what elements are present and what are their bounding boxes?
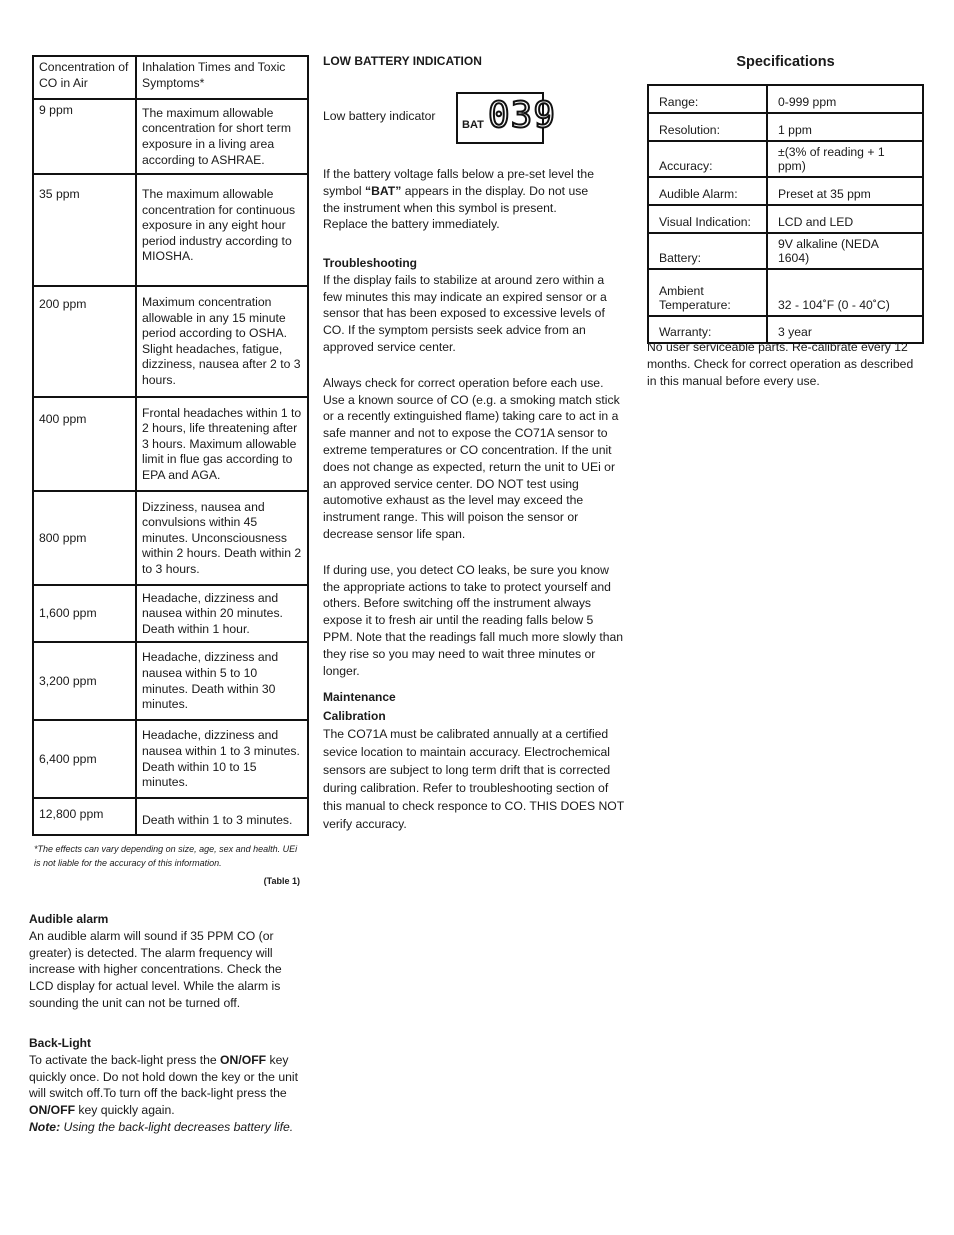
concentration-cell: 12,800 ppm	[33, 798, 136, 835]
calibration-heading: Calibration	[323, 708, 386, 723]
note-text: Using the back-light decreases battery life.	[60, 1119, 294, 1134]
specifications-table	[647, 84, 924, 344]
table-row	[33, 174, 308, 286]
audible-alarm-section	[29, 911, 304, 1012]
low-battery-text: If the battery voltage falls below a pre-set level the symbol	[323, 167, 594, 198]
note-label: Note:	[29, 1119, 61, 1134]
spec-row	[648, 141, 923, 177]
troubleshooting-paragraph: If the display fails to stabilize at around zero within a few minutes this may indicate an expired sensor or a sensor that has been exposed to excessive levels of CO. If the symptom persists seek advice from an approved service center.	[323, 272, 607, 354]
lcd-digits: 039	[488, 95, 557, 136]
spec-row	[648, 233, 923, 269]
spec-label: Audible Alarm:	[648, 177, 767, 205]
table-row	[33, 798, 308, 835]
troubleshooting-section	[323, 255, 626, 679]
spec-row	[648, 205, 923, 233]
table-footnote: *The effects can vary depending on size, age, sex and health. UEi is not liable for the accuracy of this information.	[34, 844, 298, 868]
concentration-cell: 1,600 ppm	[33, 585, 136, 642]
co-toxicity-table	[32, 55, 309, 836]
lcd-bat-symbol: BAT	[462, 119, 484, 131]
lcd-display-image	[456, 92, 557, 144]
table-row	[33, 491, 308, 585]
table-row	[33, 720, 308, 798]
symptoms-cell: Dizziness, nausea and convulsions within 45 minutes. Unconsciousness within 2 hours. Death within 2 to 3 hours.	[136, 491, 308, 585]
spec-row	[648, 177, 923, 205]
table-header-row	[33, 56, 308, 99]
back-light-heading: Back-Light	[29, 1036, 92, 1050]
spec-label: Visual Indication:	[648, 205, 767, 233]
concentration-cell: 800 ppm	[33, 491, 136, 585]
low-battery-indicator-label: Low battery indicator	[323, 109, 436, 123]
low-battery-body	[323, 166, 603, 233]
spec-row	[648, 85, 923, 113]
audible-alarm-heading: Audible alarm	[29, 912, 109, 926]
spec-value: ±(3% of reading + 1 ppm)	[767, 141, 923, 177]
spec-label: Ambient Temperature:	[648, 269, 767, 316]
spec-value: LCD and LED	[767, 205, 923, 233]
symptoms-cell: Headache, dizziness and nausea within 1 to 3 minutes. Death within 10 to 15 minutes.	[136, 720, 308, 798]
back-light-body	[29, 1052, 304, 1119]
table-row	[33, 99, 308, 174]
on-off-key-label: ON/OFF	[220, 1052, 267, 1067]
header-concentration: Concentration of CO in Air	[33, 56, 136, 99]
back-light-text: To activate the back-light press the	[29, 1052, 221, 1067]
concentration-cell: 35 ppm	[33, 174, 136, 286]
spec-label: Resolution:	[648, 113, 767, 141]
spec-value: 9V alkaline (NEDA 1604)	[767, 233, 923, 269]
back-light-note	[29, 1119, 304, 1136]
symptoms-cell: Death within 1 to 3 minutes.	[136, 798, 308, 835]
symptoms-cell: The maximum allowable concentration for continuous exposure in any eight hour period industry according to MIOSHA.	[136, 174, 308, 286]
maintenance-section	[323, 689, 626, 833]
spec-value: Preset at 35 ppm	[767, 177, 923, 205]
back-light-text: key quickly once. Do not hold down the key or the unit will switch off.To turn off the back-light press the	[29, 1052, 298, 1101]
concentration-cell: 9 ppm	[33, 99, 136, 174]
table-row	[33, 585, 308, 642]
spec-value: 3 year	[767, 316, 923, 343]
spec-label: Range:	[648, 85, 767, 113]
spec-label: Warranty:	[648, 316, 767, 343]
spec-label: Battery:	[648, 233, 767, 269]
back-light-text: key quickly again.	[75, 1103, 175, 1118]
table-row	[33, 397, 308, 491]
troubleshooting-heading: Troubleshooting	[323, 256, 417, 270]
concentration-cell: 6,400 ppm	[33, 720, 136, 798]
spec-value: 32 - 104˚F (0 - 40˚C)	[767, 269, 923, 316]
spec-value: 1 ppm	[767, 113, 923, 141]
specifications-note: No user serviceable parts. Re-calibrate every 12 months. Check for correct operation as described in this manual before every use.	[647, 340, 914, 388]
spec-row	[648, 269, 923, 316]
spec-label: Accuracy:	[648, 141, 767, 177]
concentration-cell: 3,200 ppm	[33, 642, 136, 720]
troubleshooting-paragraph: If during use, you detect CO leaks, be sure you know the appropriate actions to take to protect yourself and others. Before switching off the instrument always expose it to fresh air until the reading falls below 5 PPM. Note that the readings fall much more slowly than they rise so you may need to wait three minutes or longer.	[323, 562, 624, 678]
low-battery-text: appears in the display. Do not use the instrument when this symbol is present. Replace the battery immediately.	[323, 183, 589, 232]
symptoms-cell: Headache, dizziness and nausea within 20 minutes. Death within 1 hour.	[136, 585, 308, 642]
concentration-cell: 400 ppm	[33, 397, 136, 491]
spec-row	[648, 113, 923, 141]
specifications-heading: Specifications	[736, 54, 835, 70]
table-caption: (Table 1)	[263, 876, 300, 886]
calibration-body: The CO71A must be calibrated annually at a certified sevice location to maintain accuracy. Electrochemical sensors are subject to long term drift that is corrected during calibration. Refer to troubleshooting section of this manual to check responce to CO. THIS DOES NOT verify accuracy.	[323, 726, 624, 831]
concentration-cell: 200 ppm	[33, 286, 136, 397]
troubleshooting-paragraph: Always check for correct operation before each use. Use a known source of CO (e.g. a smoking match stick or a recently extinguished flame) taking care to act in a safe manner and not to expose the CO71A sensor to extreme temperatures or CO concentration. If the unit does not change as expected, return the unit to UEi or an approved service center. DO NOT test using automotive exhaust as the level may exceed the instrument range. This will poison the sensor or decrease sensor life span.	[323, 375, 620, 541]
audible-alarm-body: An audible alarm will sound if 35 PPM CO (or greater) is detected. The alarm frequency will increase with higher concentrations. Check the LCD display for actual level. While the alarm is sounding the unit can not be turned off.	[29, 928, 282, 1010]
symptoms-cell: The maximum allowable concentration for short term exposure in a living area according to ASHRAE.	[136, 99, 308, 174]
symptoms-cell: Maximum concentration allowable in any 15 minute period according to OSHA. Slight headaches, fatigue, dizziness, nausea after 2 to 3 hours.	[136, 286, 308, 397]
maintenance-heading: Maintenance	[323, 690, 396, 704]
bat-symbol-text: “BAT”	[365, 183, 402, 198]
low-battery-heading: LOW BATTERY INDICATION	[323, 54, 482, 68]
on-off-key-label: ON/OFF	[29, 1103, 76, 1118]
symptoms-cell: Frontal headaches within 1 to 2 hours, life threatening after 3 hours. Maximum allowable limit in flue gas according to EPA and AGA.	[136, 397, 308, 491]
table-row	[33, 642, 308, 720]
header-symptoms: Inhalation Times and Toxic Symptoms*	[136, 56, 308, 99]
back-light-section	[29, 1035, 304, 1136]
table-row	[33, 286, 308, 397]
spec-value: 0-999 ppm	[767, 85, 923, 113]
symptoms-cell: Headache, dizziness and nausea within 5 to 10 minutes. Death within 30 minutes.	[136, 642, 308, 720]
